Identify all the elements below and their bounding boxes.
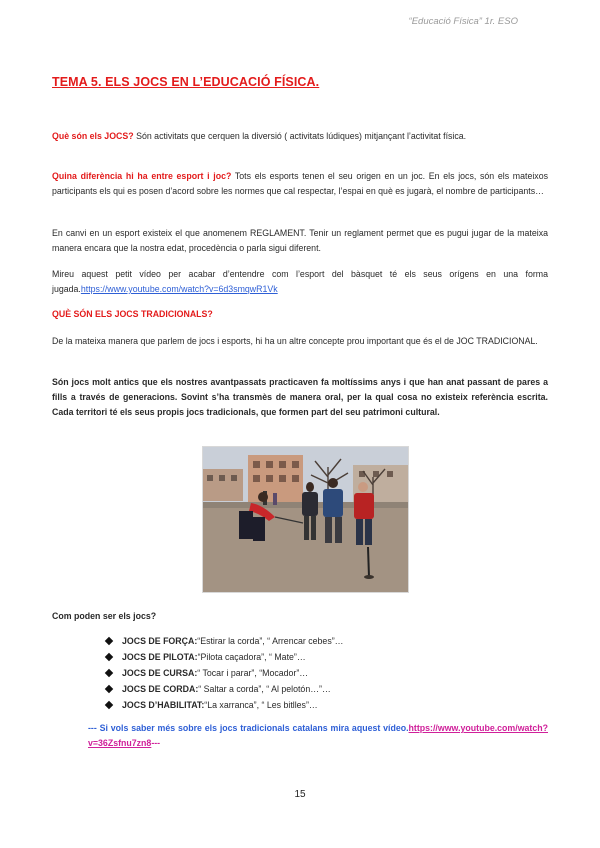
paragraph-regulation (52, 226, 548, 256)
game-type-examples: “Pilota caçadora”, “ Mate”… (197, 652, 306, 662)
paragraph-video-basketball (52, 267, 548, 297)
traditional-description-text: Són jocs molt antics que els nostres avantpassats practicaven fa moltíssims anys i que han anat passant de pares a fills a través de generacions. Sovint s’ha transmès de manera oral, per la qual cosa no existeix referència escrita. Cada territori té els seus propis jocs tradicionals, que formen part del seu patrimoni cultural. (52, 377, 548, 417)
regulation-text: En canvi en un esport existeix el que anomenem REGLAMENT. Tenir un reglament permet que es pugui jugar de la mateixa manera encara que la nostra edat, procedència o parla sigui diferent. (52, 228, 548, 253)
list-item (104, 649, 343, 665)
page-number: 15 (294, 789, 306, 800)
video-basketball-text: Mireu aquest petit vídeo per acabar d’entendre com l’esport del bàsquet té els seus orígens en una forma jugada. (52, 269, 548, 294)
diamond-bullet-icon (105, 669, 113, 677)
game-type-label: JOCS D’HABILITAT: (122, 700, 205, 710)
paragraph-traditional-description (52, 375, 548, 420)
list-item (104, 681, 343, 697)
list-intro (52, 609, 548, 624)
catalan-games-video-link[interactable]: https://www.youtube.com/watch?v=36Zsfnu7zn8 (88, 723, 548, 748)
list-item (104, 697, 343, 713)
game-type-label: JOCS DE CORDA: (122, 684, 199, 694)
list-item (104, 665, 343, 681)
game-type-label: JOCS DE FORÇA: (122, 636, 198, 646)
diamond-bullet-icon (105, 685, 113, 693)
heading-traditional-games (52, 307, 548, 322)
list-intro-text: Com poden ser els jocs? (52, 611, 157, 621)
paragraph-what-are-games (52, 129, 548, 144)
game-types-list (104, 633, 343, 713)
diamond-bullet-icon (105, 653, 113, 661)
catalan-games-suffix: --- (151, 738, 161, 748)
diamond-bullet-icon (105, 637, 113, 645)
traditional-concept-text: De la mateixa manera que parlem de jocs i esports, hi ha un altre concepte prou important que és el de JOC TRADICIONAL. (52, 336, 538, 346)
catalan-games-text: --- Si vols saber més sobre els jocs tradicionals catalans mira aquest vídeo. (88, 723, 409, 733)
list-item (104, 633, 343, 649)
question-what-are-games: Què són els JOCS? (52, 131, 134, 141)
game-type-examples: “ Tocar i parar”, “Mocador”… (197, 668, 309, 678)
game-type-examples: “Estirar la corda”, “ Arrencar cebes”… (197, 636, 344, 646)
game-type-examples: “ Saltar a corda”, “ Al pelotón…”… (198, 684, 331, 694)
game-type-examples: “La xarranca”, “ Les bitlles”… (204, 700, 318, 710)
diamond-bullet-icon (105, 701, 113, 709)
game-type-label: JOCS DE CURSA: (122, 668, 198, 678)
question-sport-vs-game: Quina diferència hi ha entre esport i joc? (52, 171, 232, 181)
game-type-label: JOCS DE PILOTA: (122, 652, 198, 662)
answer-what-are-games: Són activitats que cerquen la diversió ( activitats lúdiques) mitjançant l’activitat física. (133, 131, 467, 141)
paragraph-sport-vs-game (52, 169, 548, 199)
answer-sport-vs-game: Tots els esports tenen el seu origen en un joc. En els jocs, són els mateixos participants els qui es posen d’acord sobre les normes que cal respectar, l’espai en què es jugarà, el nombre de participants… (52, 171, 548, 196)
heading-traditional-games-text: QUÈ SÓN ELS JOCS TRADICIONALS? (52, 309, 213, 319)
photo-illustration (203, 447, 408, 592)
page-header: “Educació Física” 1r. ESO (408, 16, 518, 27)
page-title: TEMA 5. ELS JOCS EN L’EDUCACIÓ FÍSICA. (52, 75, 320, 89)
traditional-game-photo (202, 446, 409, 593)
paragraph-catalan-games-video (88, 721, 548, 751)
paragraph-traditional-concept (52, 334, 548, 349)
basketball-video-link[interactable]: https://www.youtube.com/watch?v=6d3smqwR1Vk (80, 284, 278, 294)
